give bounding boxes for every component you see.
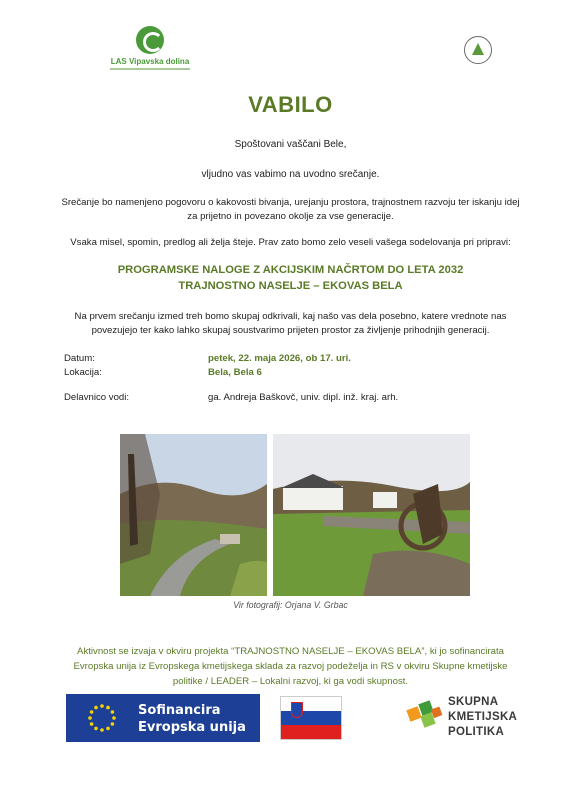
- page-title: VABILO: [248, 92, 333, 117]
- location-label: Lokacija:: [64, 367, 102, 378]
- date-label: Datum:: [64, 353, 95, 364]
- slovenia-flag-icon: [280, 696, 342, 740]
- skp-logo-line2: KMETIJSKA: [448, 711, 518, 723]
- seal-logo: [464, 36, 492, 64]
- las-logo-name: LAS Vipavska dolina: [110, 57, 190, 66]
- skp-squares-icon: [406, 698, 444, 730]
- greeting: Spoštovani vaščani Bele,: [234, 139, 347, 150]
- photo-house-waterwheel: [273, 434, 470, 596]
- skp-logo: [406, 694, 526, 742]
- eu-cofinanced-logo: [66, 694, 260, 742]
- intro-paragraph: Srečanje bo namenjeno pogovoru o kakovosti bivanja, urejanju prostora, trajnostnem razvoju ter iskanju idej za prijetno in povezano okolje za vse generacije.: [61, 197, 520, 222]
- first-meeting-paragraph: Na prvem srečanju izmed treh bomo skupaj odkrivali, kaj našo vas dela posebno, katere vrednote nas povezujejo ter kako lahko skupaj soustvarimo prijeten prostor za življenje prihodnjih generacij.: [74, 311, 507, 336]
- invitation-text: vljudno vas vabimo na uvodno srečanje.: [201, 169, 380, 180]
- funding-note: Aktivnost se izvaja v okviru projekta “TRAJNOSTNO NASELJE – EKOVAS BELA”, ki jo sofinancirata Evropska unija iz Evropskega kmetijskega sklada za razvoj podeželja in RS v okviru Skupne kmetijske politike / LEADER – Lokalni razvoj, ki ga vodi skupnost.: [73, 646, 508, 687]
- location-value: Bela, Bela 6: [208, 367, 262, 378]
- las-logo-underline: [110, 68, 190, 70]
- mountain-icon: [472, 43, 484, 55]
- leader-label: Delavnico vodi:: [64, 392, 130, 403]
- date-value: petek, 22. maja 2026, ob 17. uri.: [208, 353, 351, 364]
- leader-value: ga. Andreja Baškovč, univ. dipl. inž. kraj. arh.: [208, 392, 399, 403]
- eu-logo-line2: Evropska unija: [138, 720, 246, 735]
- skp-logo-line3: POLITIKA: [448, 726, 505, 738]
- photo-village-road: [120, 434, 267, 596]
- eu-stars-icon: [80, 700, 124, 736]
- program-title-line1: PROGRAMSKE NALOGE Z AKCIJSKIM NAČRTOM DO LETA 2032: [117, 264, 464, 276]
- program-title-line2: TRAJNOSTNO NASELJE – EKOVAS BELA: [178, 280, 403, 292]
- eu-logo-line1: Sofinancira: [138, 703, 221, 718]
- participation-text: Vsaka misel, spomin, predlog ali želja šteje. Prav zato bomo zelo veseli vašega sodelovanja pri pripravi:: [70, 237, 511, 248]
- photo-credit: Vir fotografij: Orjana V. Grbac: [233, 600, 348, 610]
- las-leaf-icon: [136, 26, 164, 54]
- skp-logo-line1: SKUPNA: [448, 696, 499, 708]
- las-logo: [104, 26, 194, 70]
- coat-of-arms-icon: [291, 702, 303, 718]
